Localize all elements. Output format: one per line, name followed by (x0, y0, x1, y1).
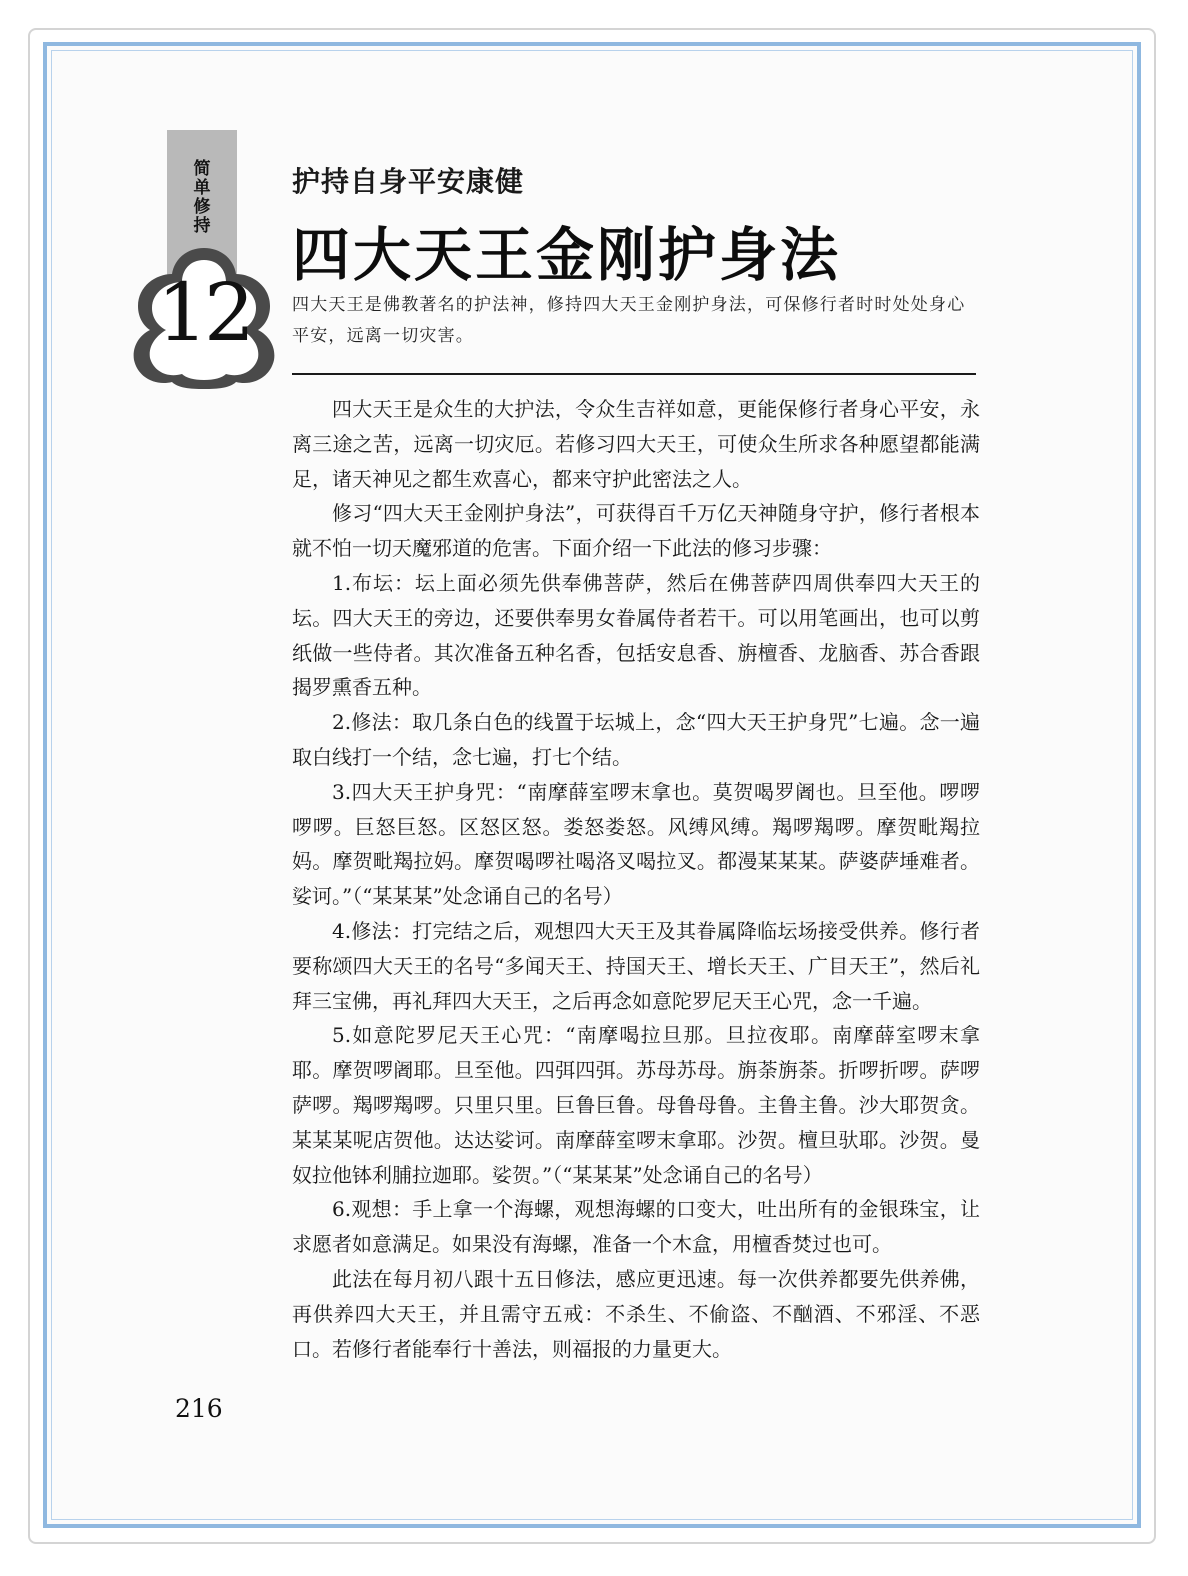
section-divider (292, 373, 976, 375)
chapter-tag-text (167, 160, 237, 236)
article-title: 四大天王金刚护身法 (292, 221, 842, 289)
body-paragraph: 4.修法：打完结之后，观想四大天王及其眷属降临坛场接受供养。修行者要称颂四大天王的名号“多闻天王、持国天王、增长天王、广目天王”，然后礼拜三宝佛，再礼拜四大天王，之后再念如意陀罗尼天王心咒，念一千遍。 (292, 918, 980, 1013)
tag-char: 持 (193, 216, 211, 236)
body-paragraph: 1.布坛：坛上面必须先供奉佛菩萨，然后在佛菩萨四周供奉四大天王的坛。四大天王的旁边，还要供奉男女眷属侍者若干。可以用笔画出，也可以剪纸做一些侍者。其次准备五种名香，包括安息香、旃檀香、龙脑香、苏合香跟揭罗熏香五种。 (292, 570, 980, 700)
chapter-number: 12 (157, 266, 251, 359)
body-paragraph: 3.四大天王护身咒：“南摩薛室啰末拿也。莫贺喝罗阇也。旦至他。啰啰啰啰。巨怒巨怒。区怒区怒。娄怒娄怒。风缚风缚。羯啰羯啰。摩贺毗羯拉妈。摩贺毗羯拉妈。摩贺喝啰社喝洛叉喝拉叉。都漫某某某。萨婆萨埵难者。娑诃。”（“某某某”处念诵自己的名号） (292, 779, 980, 909)
tag-char: 单 (193, 178, 211, 198)
article-body (292, 392, 980, 1366)
body-paragraph: 6.观想：手上拿一个海螺，观想海螺的口变大，吐出所有的金银珠宝，让求愿者如意满足。如果没有海螺，准备一个木盒，用檀香焚过也可。 (292, 1197, 980, 1257)
tag-char: 修 (193, 197, 211, 217)
body-paragraph: 修习“四大天王金刚护身法”，可获得百千万亿天神随身守护，修行者根本就不怕一切天魔邪道的危害。下面介绍一下此法的修习步骤： (292, 501, 980, 561)
page-number: 216 (175, 1394, 223, 1423)
body-paragraph: 2.修法：取几条白色的线置于坛城上，念“四大天王护身咒”七遍。念一遍取白线打一个结，念七遍，打七个结。 (292, 710, 980, 769)
body-paragraph: 此法在每月初八跟十五日修法，感应更迅速。每一次供养都要先供养佛，再供养四大天王，并且需守五戒：不杀生、不偷盗、不酗酒、不邪淫、不恶口。若修行者能奉行十善法，则福报的力量更大。 (292, 1266, 980, 1361)
article-intro: 四大天王是佛教著名的护法神，修持四大天王金刚护身法，可保修行者时时处处身心平安，远离一切灾害。 (292, 295, 966, 346)
tag-char: 简 (193, 159, 211, 179)
article-subtitle: 护持自身平安康健 (292, 165, 525, 198)
body-paragraph: 四大天王是众生的大护法，令众生吉祥如意，更能保修行者身心平安，永离三途之苦，远离一切灾厄。若修习四大天王，可使众生所求各种愿望都能满足，诸天神见之都生欢喜心，都来守护此密法之人。 (292, 397, 980, 491)
body-paragraph: 5.如意陀罗尼天王心咒：“南摩喝拉旦那。旦拉夜耶。南摩薛室啰末拿耶。摩贺啰阇耶。旦至他。四弭四弭。苏母苏母。旃荼旃荼。折啰折啰。萨啰萨啰。羯啰羯啰。只里只里。巨鲁巨鲁。母鲁母鲁。主鲁主鲁。沙大耶贺贪。某某某呢店贺他。达达娑诃。南摩薛室啰末拿耶。沙贺。檀旦驮耶。沙贺。曼奴拉他钵利脯拉迦耶。娑贺。”（“某某某”处念诵自己的名号） (292, 1023, 980, 1187)
